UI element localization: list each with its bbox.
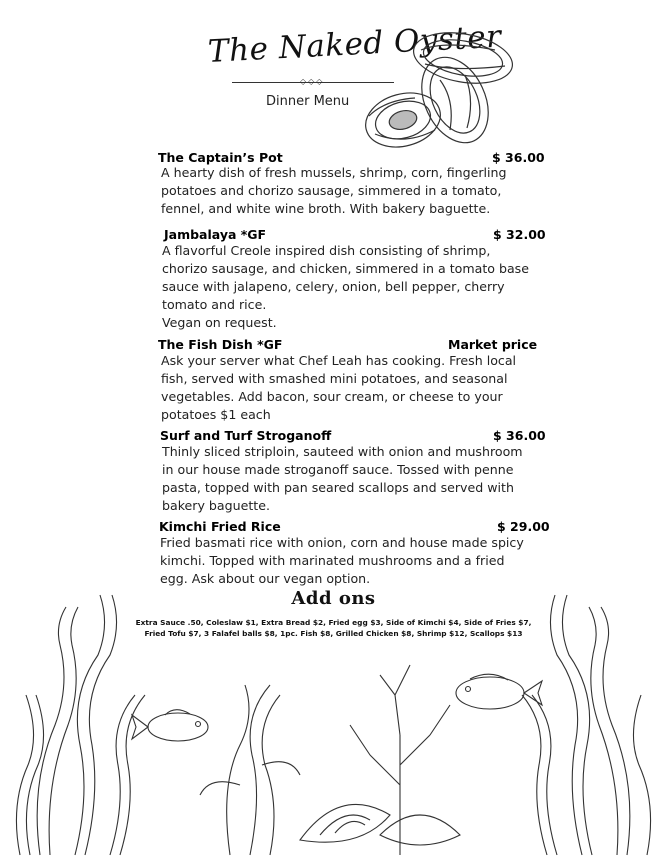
addons-title: Add ons bbox=[291, 588, 376, 609]
item-name: Surf and Turf Stroganoff bbox=[160, 428, 332, 443]
logo-diamonds-ornament: ◇◇◇ bbox=[300, 77, 325, 86]
item-description: Ask your server what Chef Leah has cooking. Fresh local fish, served with smashed mini potatoes, and seasonal vegetables. Add bacon, sour cream, or cheese to your potatoes $1 each bbox=[161, 353, 517, 422]
item-name: The Captain’s Pot bbox=[158, 150, 283, 165]
item-price: Market price bbox=[448, 337, 538, 352]
item-price: $ 29.00 bbox=[497, 519, 550, 534]
item-price: $ 36.00 bbox=[492, 150, 545, 165]
menu-subtitle: Dinner Menu bbox=[266, 94, 350, 109]
restaurant-logo-text: The Naked Oyster bbox=[207, 18, 503, 70]
item-description: A flavorful Creole inspired dish consisting of shrimp, chorizo sausage, and chicken, simmered in a tomato base sauce with jalapeno, celery, onion, bell pepper, cherry tomato and rice. Vegan on request. bbox=[162, 243, 529, 330]
item-name: Jambalaya *GF bbox=[164, 227, 267, 242]
item-price: $ 32.00 bbox=[493, 227, 546, 242]
item-description: Thinly sliced striploin, sauteed with onion and mushroom in our house made stroganoff sauce. Tossed with penne pasta, topped with pan seared scallops and served with bakery baguette. bbox=[162, 444, 523, 513]
addons-line: Fried Tofu $7, 3 Falafel balls $8, 1pc. Fish $8, Grilled Chicken $8, Shrimp $12, Scallops $13 bbox=[144, 629, 523, 638]
addons-list bbox=[120, 617, 547, 639]
addons-line: Extra Sauce .50, Coleslaw $1, Extra Bread $2, Fried egg $3, Side of Kimchi $4, Side of Fries $7, bbox=[135, 618, 532, 627]
item-name: Kimchi Fried Rice bbox=[159, 519, 281, 534]
item-name: The Fish Dish *GF bbox=[158, 337, 283, 352]
item-description: Fried basmati rice with onion, corn and house made spicy kimchi. Topped with marinated mushrooms and a fried egg. Ask about our vegan option. bbox=[160, 535, 524, 586]
item-price: $ 36.00 bbox=[493, 428, 546, 443]
oyster-shells-icon bbox=[355, 20, 525, 160]
item-description: A hearty dish of fresh mussels, shrimp, corn, fingerling potatoes and chorizo sausage, simmered in a tomato, fennel, and white wine broth. With bakery baguette. bbox=[161, 165, 507, 216]
